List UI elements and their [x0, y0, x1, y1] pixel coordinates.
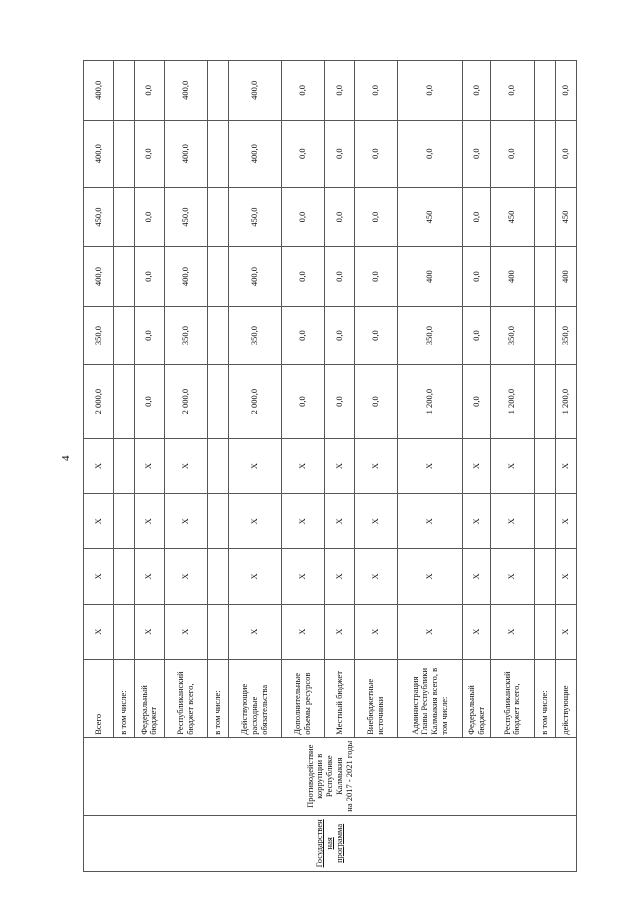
- code-cell: Х: [84, 438, 114, 493]
- code-cell: Х: [134, 438, 164, 493]
- code-cell: [534, 438, 555, 493]
- code-cell: Х: [398, 438, 463, 493]
- amount-cell: 400,0: [164, 120, 208, 187]
- amount-cell: 0,0: [398, 120, 463, 187]
- amount-cell: 400,0: [164, 247, 208, 307]
- amount-cell: 0,0: [354, 120, 398, 187]
- amount-cell: 0,0: [463, 247, 491, 307]
- amount-cell: [534, 187, 555, 247]
- amount-cell: [208, 61, 229, 121]
- amount-cell: 0,0: [354, 365, 398, 439]
- amount-cell: 400,0: [84, 120, 114, 187]
- code-cell: Х: [164, 549, 208, 604]
- amount-cell: 0,0: [491, 61, 535, 121]
- program-name-cell: [84, 737, 577, 815]
- amount-cell: [534, 61, 555, 121]
- amount-cell: 0,0: [281, 61, 325, 121]
- code-cell: [208, 549, 229, 604]
- code-cell: Х: [354, 604, 398, 659]
- amount-cell: 0,0: [134, 365, 164, 439]
- program-type-cell: [84, 815, 577, 871]
- amount-cell: 350,0: [84, 306, 114, 364]
- amount-cell: 0,0: [325, 247, 355, 307]
- amount-cell: 0,0: [325, 120, 355, 187]
- funding-source-cell: Республиканский бюджет всего,: [164, 659, 208, 737]
- program-name-line: Калмыкия: [333, 757, 344, 795]
- amount-cell: 0,0: [555, 61, 576, 121]
- budget-table: [83, 60, 577, 872]
- amount-cell: 450,0: [84, 187, 114, 247]
- amount-cell: [113, 187, 134, 247]
- code-cell: [113, 494, 134, 549]
- amount-cell: 350,0: [229, 306, 281, 364]
- code-cell: Х: [354, 494, 398, 549]
- amount-cell: 0,0: [134, 61, 164, 121]
- amount-cell: [534, 247, 555, 307]
- code-cell: Х: [281, 494, 325, 549]
- code-cell: Х: [491, 438, 535, 493]
- amount-cell: 0,0: [398, 61, 463, 121]
- amount-cell: 400,0: [84, 61, 114, 121]
- program-type-line: программа: [333, 823, 344, 863]
- amount-cell: [534, 120, 555, 187]
- code-cell: Х: [229, 494, 281, 549]
- amount-cell: 0,0: [281, 187, 325, 247]
- program-name-line: Республике: [324, 755, 335, 798]
- code-cell: Х: [463, 604, 491, 659]
- funding-source-cell: Администрация Главы Республики Калмыкия всего, в том числе:: [398, 659, 463, 737]
- amount-cell: [208, 187, 229, 247]
- code-cell: Х: [555, 549, 576, 604]
- amount-cell: 0,0: [281, 306, 325, 364]
- amount-cell: 2 000,0: [84, 365, 114, 439]
- funding-source-cell: действующие: [555, 659, 576, 737]
- funding-source-cell: в том числе:: [534, 659, 555, 737]
- amount-cell: 0,0: [281, 247, 325, 307]
- amount-cell: 0,0: [463, 365, 491, 439]
- amount-cell: 450: [398, 187, 463, 247]
- code-cell: [534, 604, 555, 659]
- amount-cell: 0,0: [134, 247, 164, 307]
- code-cell: Х: [281, 604, 325, 659]
- table-row: [84, 61, 114, 872]
- amount-cell: 400,0: [164, 61, 208, 121]
- amount-cell: [113, 120, 134, 187]
- amount-cell: 400: [491, 247, 535, 307]
- funding-source-cell: Всего: [84, 659, 114, 737]
- code-cell: Х: [325, 604, 355, 659]
- amount-cell: 0,0: [134, 120, 164, 187]
- amount-cell: [113, 365, 134, 439]
- code-cell: Х: [555, 604, 576, 659]
- amount-cell: 1 200,0: [555, 365, 576, 439]
- code-cell: Х: [555, 438, 576, 493]
- program-name-line: коррупции в: [314, 753, 325, 799]
- amount-cell: 0,0: [134, 306, 164, 364]
- code-cell: Х: [354, 549, 398, 604]
- code-cell: [113, 438, 134, 493]
- program-type-line: Государствен: [314, 819, 325, 868]
- code-cell: Х: [134, 604, 164, 659]
- amount-cell: 0,0: [325, 306, 355, 364]
- amount-cell: 0,0: [325, 61, 355, 121]
- code-cell: Х: [325, 549, 355, 604]
- amount-cell: 400,0: [229, 247, 281, 307]
- code-cell: Х: [354, 438, 398, 493]
- code-cell: Х: [555, 494, 576, 549]
- amount-cell: 0,0: [325, 187, 355, 247]
- amount-cell: 400: [398, 247, 463, 307]
- code-cell: Х: [229, 549, 281, 604]
- code-cell: Х: [84, 604, 114, 659]
- amount-cell: 450: [555, 187, 576, 247]
- amount-cell: [208, 306, 229, 364]
- amount-cell: 400: [555, 247, 576, 307]
- amount-cell: 350,0: [555, 306, 576, 364]
- code-cell: [208, 438, 229, 493]
- amount-cell: 450: [491, 187, 535, 247]
- amount-cell: 350,0: [164, 306, 208, 364]
- amount-cell: 450,0: [164, 187, 208, 247]
- table-wrapper: [83, 60, 577, 872]
- funding-source-cell: Республиканский бюджет всего,: [491, 659, 535, 737]
- funding-source-cell: в том числе:: [113, 659, 134, 737]
- code-cell: [208, 604, 229, 659]
- code-cell: Х: [281, 438, 325, 493]
- program-type-line: ная: [324, 837, 335, 850]
- amount-cell: 2 000,0: [164, 365, 208, 439]
- code-cell: Х: [491, 494, 535, 549]
- amount-cell: 2 000,0: [229, 365, 281, 439]
- amount-cell: 0,0: [555, 120, 576, 187]
- code-cell: Х: [491, 549, 535, 604]
- amount-cell: [534, 306, 555, 364]
- code-cell: Х: [463, 549, 491, 604]
- page-number: 4: [60, 455, 72, 461]
- code-cell: Х: [463, 438, 491, 493]
- code-cell: Х: [398, 604, 463, 659]
- amount-cell: [113, 247, 134, 307]
- funding-source-cell: Местный бюджет: [325, 659, 355, 737]
- amount-cell: 350,0: [491, 306, 535, 364]
- amount-cell: [208, 365, 229, 439]
- funding-source-cell: в том числе:: [208, 659, 229, 737]
- code-cell: [534, 494, 555, 549]
- amount-cell: 1 200,0: [491, 365, 535, 439]
- code-cell: Х: [463, 494, 491, 549]
- code-cell: [208, 494, 229, 549]
- amount-cell: 0,0: [325, 365, 355, 439]
- funding-source-cell: Внебюджетные источники: [354, 659, 398, 737]
- amount-cell: [208, 247, 229, 307]
- funding-source-cell: Федеральный бюджет: [463, 659, 491, 737]
- code-cell: Х: [164, 604, 208, 659]
- code-cell: Х: [398, 549, 463, 604]
- amount-cell: 450,0: [229, 187, 281, 247]
- code-cell: [113, 604, 134, 659]
- code-cell: Х: [164, 494, 208, 549]
- amount-cell: 0,0: [281, 365, 325, 439]
- amount-cell: 0,0: [463, 61, 491, 121]
- amount-cell: 1 200,0: [398, 365, 463, 439]
- code-cell: Х: [229, 438, 281, 493]
- code-cell: Х: [84, 549, 114, 604]
- amount-cell: [113, 306, 134, 364]
- amount-cell: 0,0: [463, 120, 491, 187]
- code-cell: Х: [84, 494, 114, 549]
- funding-source-cell: Действующие расходные обязательства: [229, 659, 281, 737]
- code-cell: Х: [398, 494, 463, 549]
- code-cell: [113, 549, 134, 604]
- code-cell: Х: [134, 549, 164, 604]
- amount-cell: 400,0: [229, 61, 281, 121]
- funding-source-cell: Федеральный бюджет: [134, 659, 164, 737]
- amount-cell: [113, 61, 134, 121]
- program-name-line: на 2017 - 2021 годы: [343, 740, 354, 812]
- code-cell: Х: [491, 604, 535, 659]
- amount-cell: 0,0: [463, 306, 491, 364]
- amount-cell: 400,0: [229, 120, 281, 187]
- amount-cell: [534, 365, 555, 439]
- amount-cell: 0,0: [281, 120, 325, 187]
- amount-cell: [208, 120, 229, 187]
- amount-cell: 0,0: [491, 120, 535, 187]
- amount-cell: 0,0: [354, 306, 398, 364]
- code-cell: Х: [164, 438, 208, 493]
- amount-cell: 0,0: [354, 61, 398, 121]
- amount-cell: 0,0: [134, 187, 164, 247]
- code-cell: [534, 549, 555, 604]
- code-cell: Х: [281, 549, 325, 604]
- program-name-line: Противодействие: [304, 744, 315, 808]
- amount-cell: 0,0: [463, 187, 491, 247]
- code-cell: Х: [134, 494, 164, 549]
- code-cell: Х: [325, 494, 355, 549]
- code-cell: Х: [325, 438, 355, 493]
- amount-cell: 0,0: [354, 187, 398, 247]
- amount-cell: 400,0: [84, 247, 114, 307]
- funding-source-cell: Дополнительные объемы ресурсов: [281, 659, 325, 737]
- amount-cell: 0,0: [354, 247, 398, 307]
- amount-cell: 350,0: [398, 306, 463, 364]
- code-cell: Х: [229, 604, 281, 659]
